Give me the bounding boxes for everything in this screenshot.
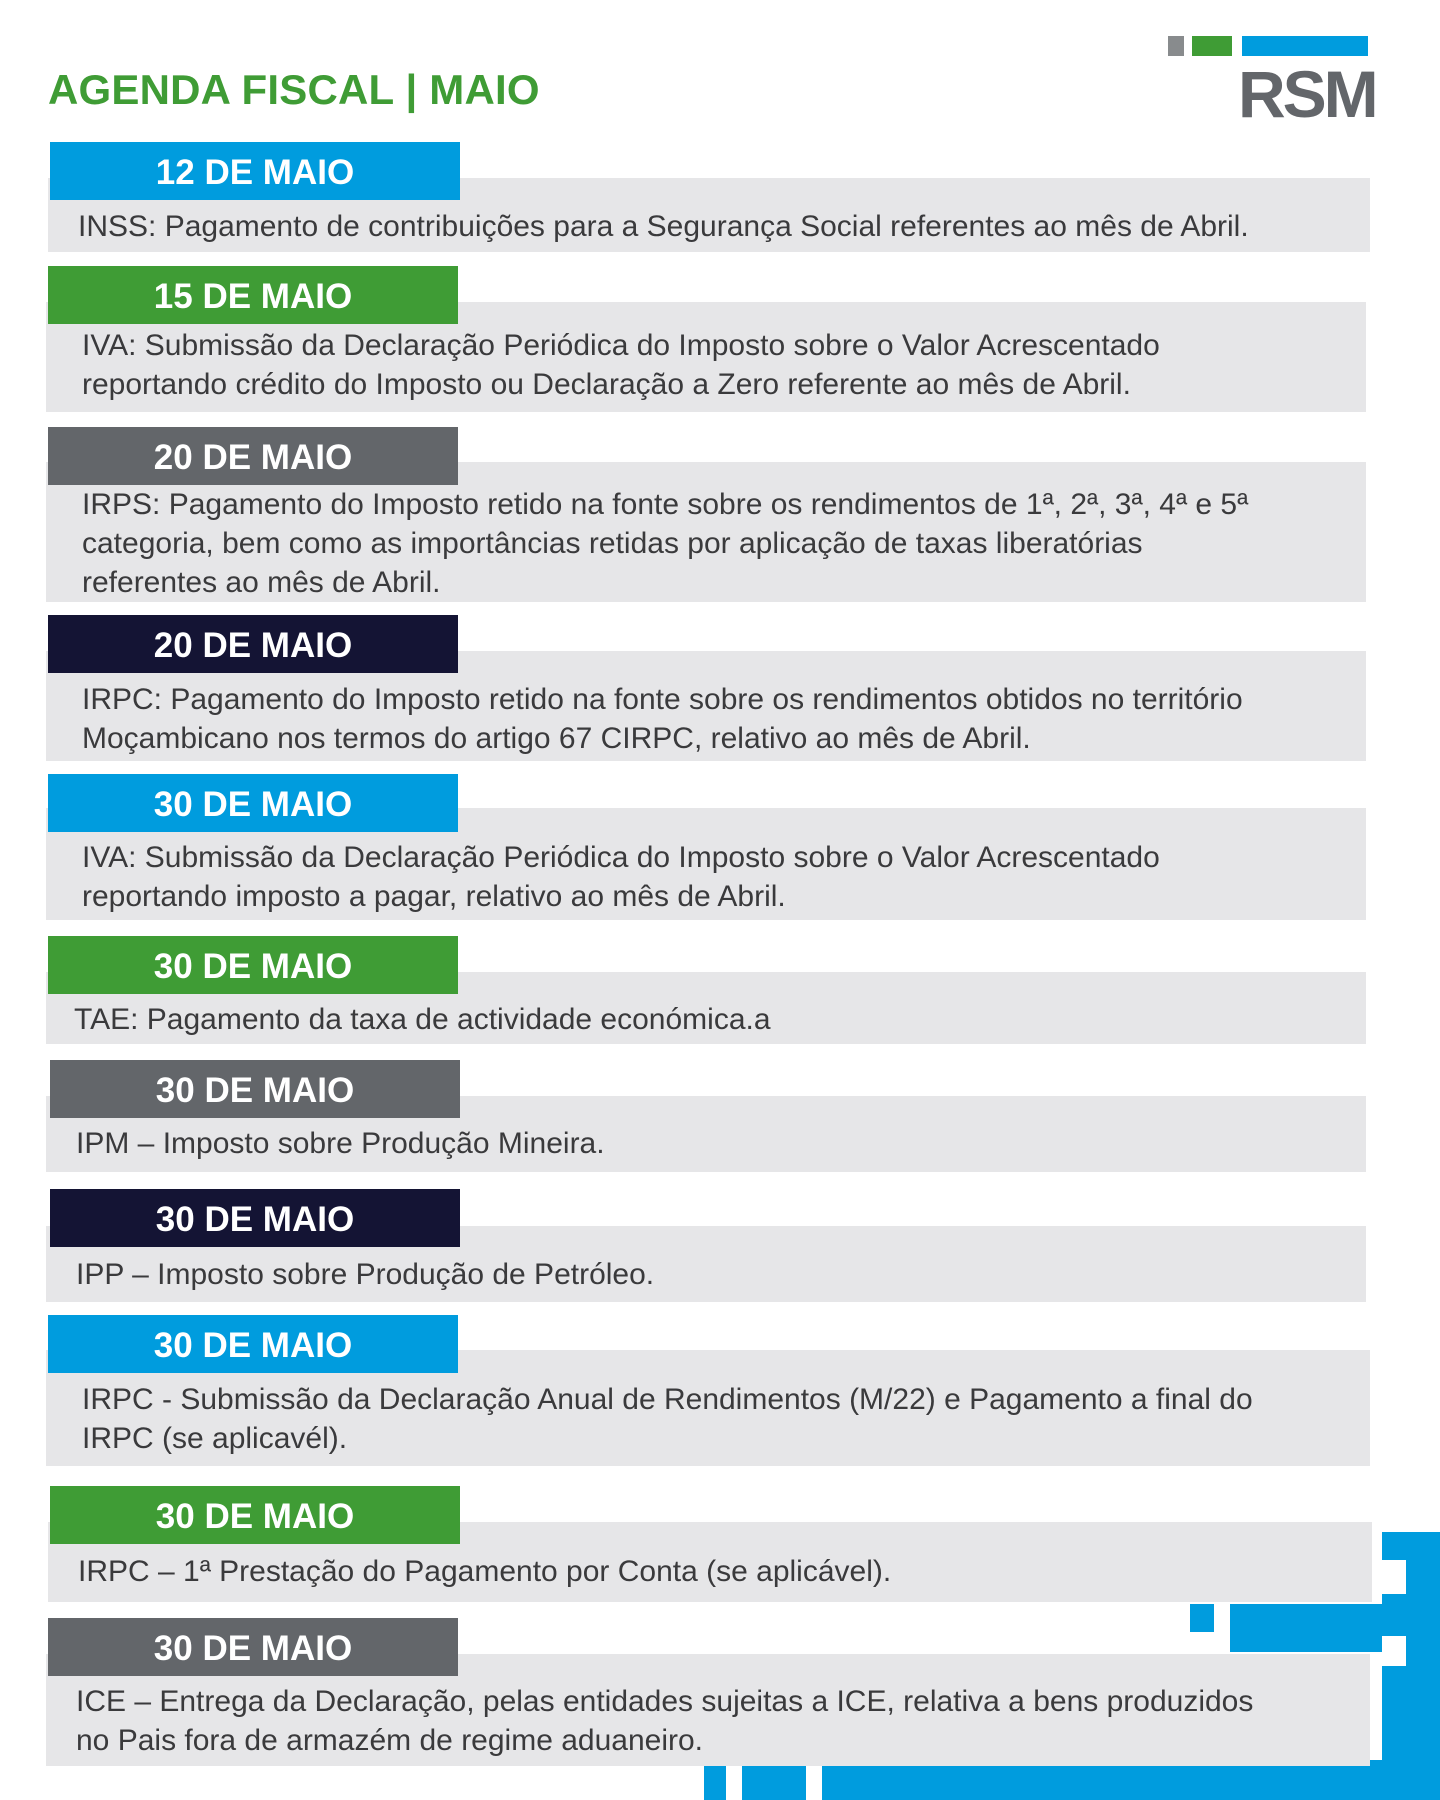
entry-line: IRPC (se aplicavél). — [82, 1422, 348, 1455]
entry-line: IPP – Imposto sobre Produção de Petróleo. — [76, 1258, 655, 1291]
entry-line: categoria, bem como as importâncias retidas por aplicação de taxas liberatórias — [82, 527, 1143, 560]
date-label: 30 DE MAIO — [155, 1200, 355, 1239]
date-tab — [48, 1315, 458, 1373]
date-label: 30 DE MAIO — [155, 1497, 355, 1536]
entry-line: IVA: Submissão da Declaração Periódica do Imposto sobre o Valor Acrescentado — [82, 329, 1160, 362]
date-tab — [48, 266, 458, 324]
entry-line: INSS: Pagamento de contribuições para a Segurança Social referentes ao mês de Abril. — [78, 210, 1249, 243]
entry-line: IVA: Submissão da Declaração Periódica do Imposto sobre o Valor Acrescentado — [82, 841, 1160, 874]
date-label: 30 DE MAIO — [153, 947, 353, 986]
date-tab — [50, 1189, 460, 1247]
entry-line: IRPC - Submissão da Declaração Anual de Rendimentos (M/22) e Pagamento a final do — [82, 1383, 1253, 1416]
entry-line: reportando crédito do Imposto ou Declaração a Zero referente ao mês de Abril. — [82, 368, 1131, 401]
date-tab — [48, 427, 458, 485]
entry-text — [76, 1124, 605, 1163]
date-label: 30 DE MAIO — [155, 1071, 355, 1110]
entry-line: IRPC: Pagamento do Imposto retido na fonte sobre os rendimentos obtidos no território — [82, 683, 1243, 716]
entry-text — [82, 326, 1160, 404]
logo-wordmark: RSM — [1238, 57, 1376, 131]
entry-line: IRPC – 1ª Prestação do Pagamento por Conta (se aplicável). — [78, 1555, 892, 1588]
entry-text — [78, 1552, 891, 1591]
date-label: 20 DE MAIO — [153, 626, 353, 665]
page-title: AGENDA FISCAL | MAIO — [48, 66, 540, 113]
date-tab — [50, 1060, 460, 1118]
date-label: 20 DE MAIO — [153, 438, 353, 477]
entry-text — [76, 1255, 654, 1294]
entry-text — [82, 838, 1160, 916]
entry-text — [78, 207, 1249, 246]
date-tab — [50, 142, 460, 200]
date-tab — [48, 1618, 458, 1676]
entry-line: IPM – Imposto sobre Produção Mineira. — [76, 1127, 605, 1160]
entry-text — [76, 1682, 1253, 1760]
date-tab — [50, 1486, 460, 1544]
entry-line: referentes ao mês de Abril. — [82, 566, 441, 599]
logo-bar-green — [1192, 36, 1232, 56]
date-label: 12 DE MAIO — [155, 153, 355, 192]
entry-line: IRPS: Pagamento do Imposto retido na fonte sobre os rendimentos de 1ª, 2ª, 3ª, 4ª e 5ª — [82, 488, 1249, 521]
entry-line: ICE – Entrega da Declaração, pelas entidades sujeitas a ICE, relativa a bens produzidos — [76, 1685, 1254, 1718]
date-label: 30 DE MAIO — [153, 1326, 353, 1365]
entry-text — [74, 1000, 771, 1039]
date-tab — [48, 936, 458, 994]
date-label: 15 DE MAIO — [153, 277, 353, 316]
logo-bar-blue — [1242, 36, 1368, 56]
date-tab — [48, 615, 458, 673]
date-label: 30 DE MAIO — [153, 785, 353, 824]
entry-line: Moçambicano nos termos do artigo 67 CIRPC, relativo ao mês de Abril. — [82, 722, 1031, 755]
entry-text — [82, 1380, 1253, 1458]
logo-bar-gray — [1168, 36, 1184, 56]
date-tab — [48, 774, 458, 832]
entry-text — [82, 680, 1243, 758]
entry-text — [82, 485, 1248, 602]
entry-line: reportando imposto a pagar, relativo ao mês de Abril. — [82, 880, 786, 913]
entry-line: no Pais fora de armazém de regime aduaneiro. — [76, 1724, 704, 1757]
entry-line: TAE: Pagamento da taxa de actividade económica.a — [74, 1003, 771, 1036]
date-label: 30 DE MAIO — [153, 1629, 353, 1668]
